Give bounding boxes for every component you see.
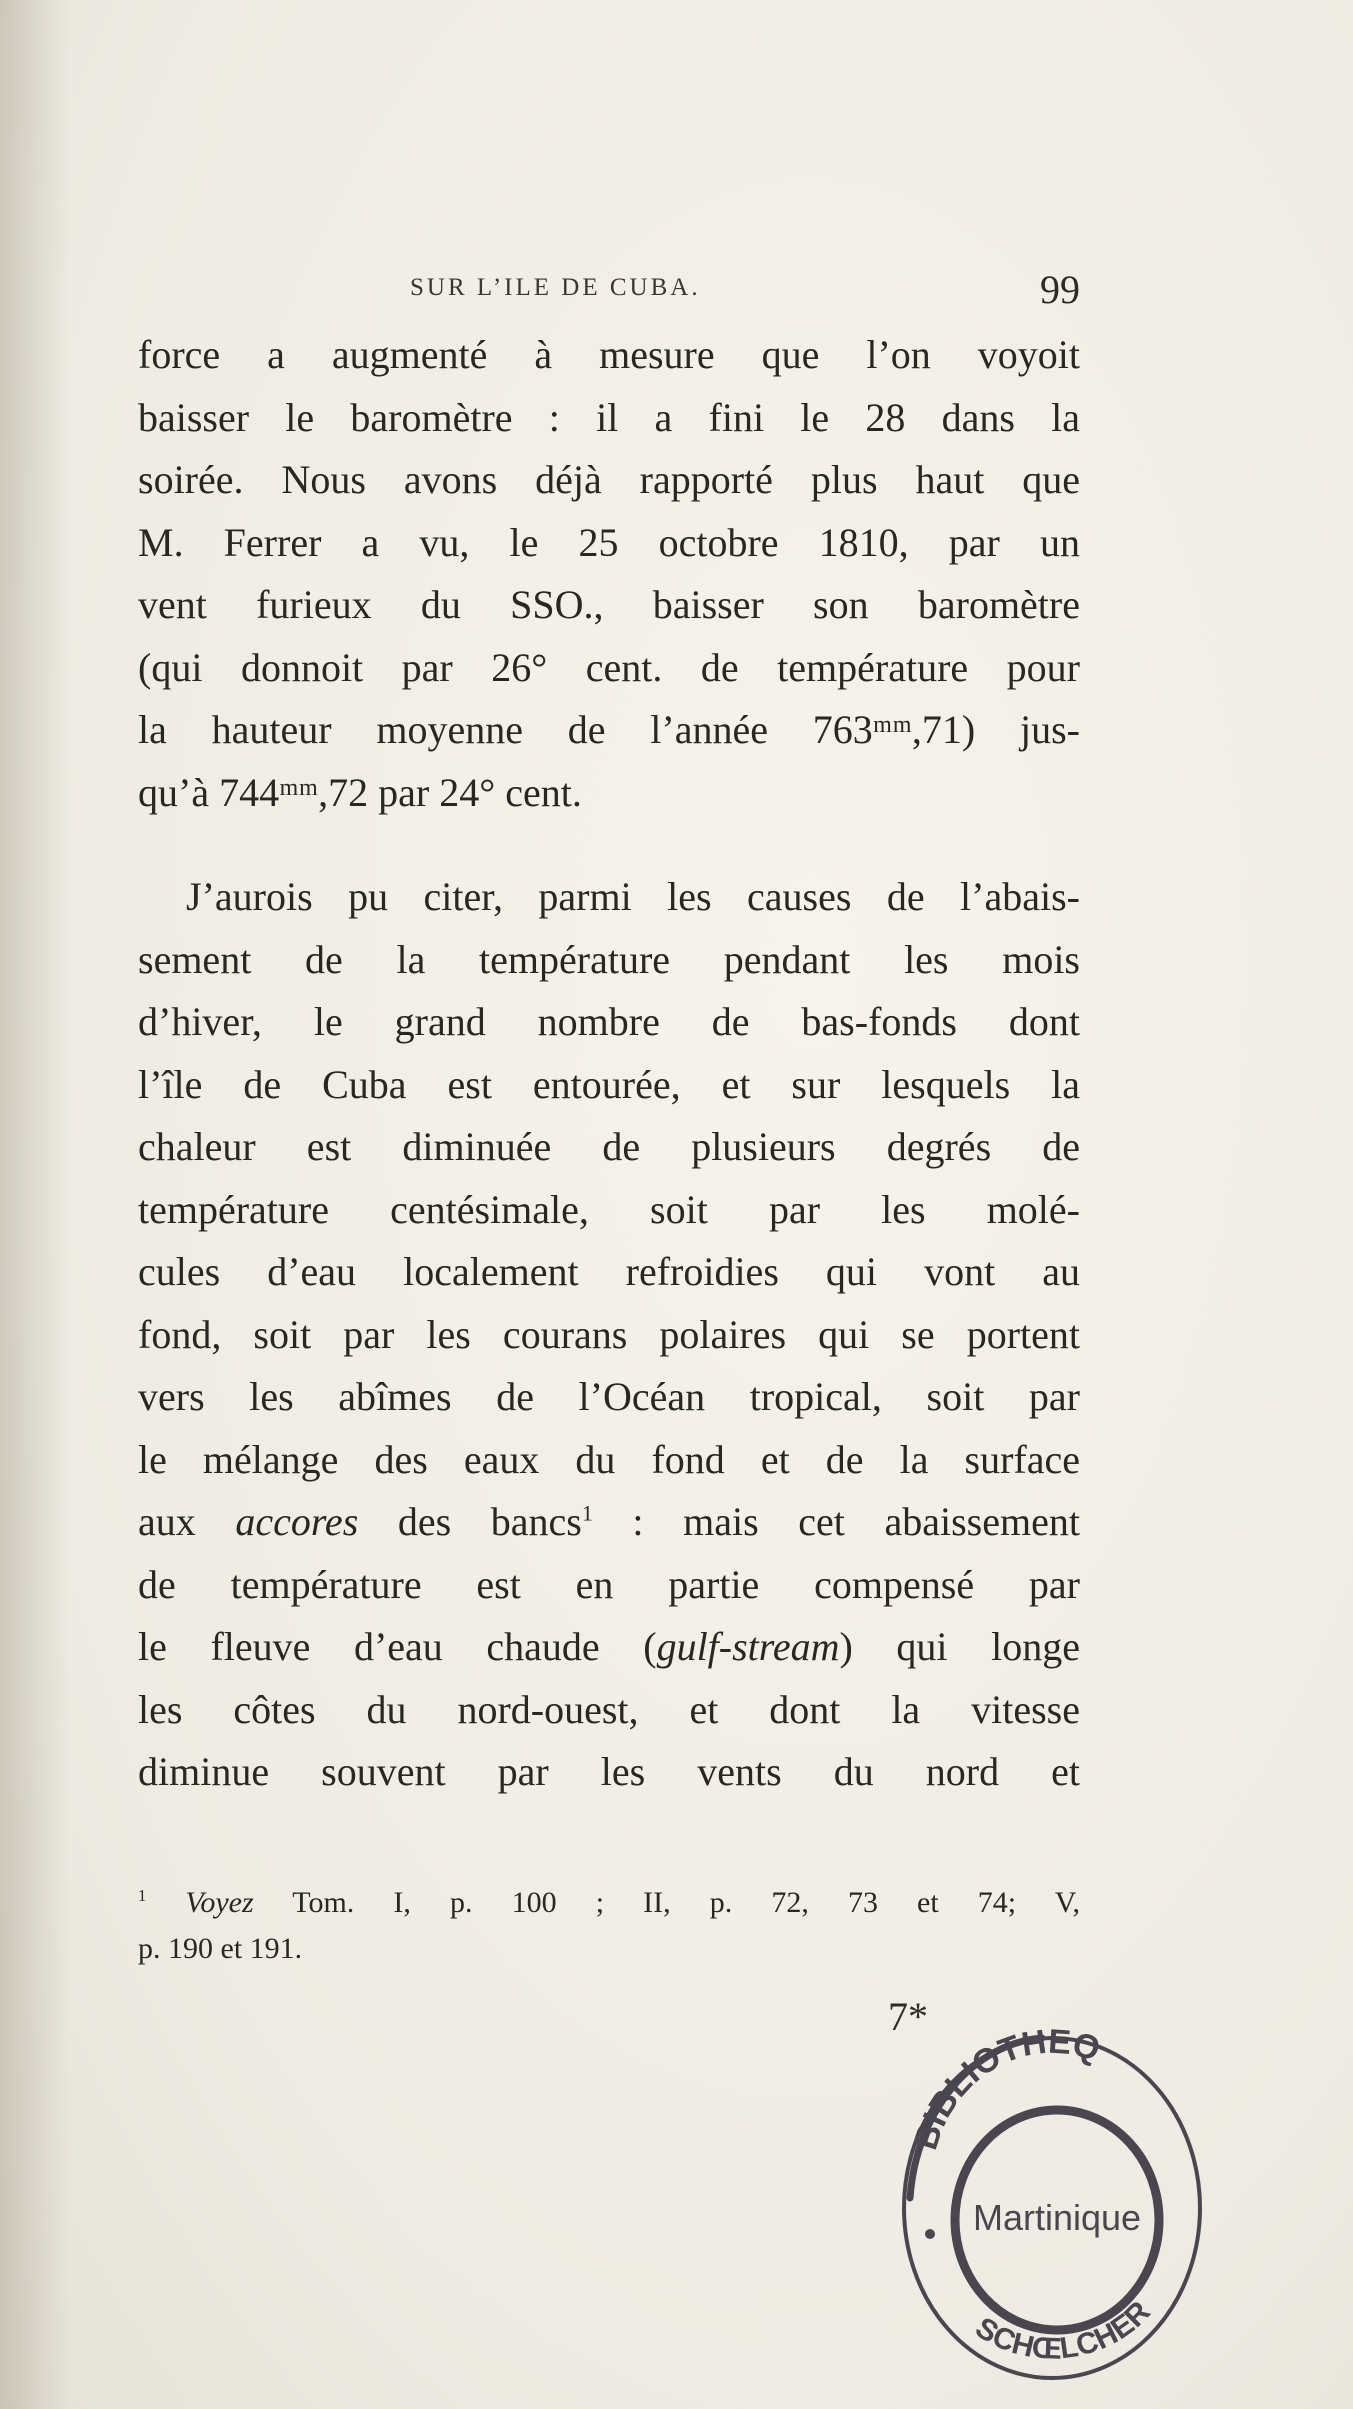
text-line: sement de la température pendant les mois [138, 936, 1080, 982]
text-line: J’aurois pu citer, parmi les causes de l’abais- [186, 874, 1080, 919]
footnote-line [138, 1880, 1080, 1926]
text-line: l’île de Cuba est entourée, et sur lesquels la [138, 1061, 1080, 1107]
text-line: d’hiver, le grand nombre de bas-fonds dont [138, 999, 1080, 1044]
text-fragment: le fleuve d’eau chaude ( [138, 1624, 657, 1669]
text-line: la hauteur moyenne de l’année 763ᵐᵐ,71) jus- [138, 707, 1080, 752]
italic-term: gulf-stream [656, 1624, 840, 1669]
footnote-text: Tom. I, p. 100 ; II, p. 72, 73 et 74; V, [253, 1886, 1080, 1919]
paragraph-2 [138, 866, 1080, 1804]
footnote-italic: Voyez [185, 1886, 254, 1919]
signature-mark: 7* [888, 1994, 928, 2039]
footnote [138, 1880, 1080, 1972]
stamp-bottom-text: SCHŒLCHER [969, 2295, 1157, 2366]
text-line: fond, soit par les courans polaires qui se portent [138, 1311, 1080, 1357]
text-line: vers les abîmes de l’Océan tropical, soit par [138, 1374, 1080, 1419]
text-line: de température est en partie compensé par [138, 1561, 1080, 1607]
text-line: M. Ferrer a vu, le 25 octobre 1810, par un [138, 519, 1080, 565]
text-fragment: aux [138, 1499, 236, 1544]
text-line: température centésimale, soit par les molé- [138, 1186, 1080, 1232]
text-line: vent furieux du SSO., baisser son baromètre [138, 582, 1080, 627]
stamp-dot [925, 2229, 935, 2239]
page-gutter-shadow [0, 0, 70, 2409]
text-fragment: ) qui longe [839, 1624, 1080, 1669]
text-line: baisser le baromètre : il a fini le 28 dans la [138, 394, 1080, 440]
paragraph-1 [138, 324, 1080, 824]
text-line-with-footnote-ref [138, 1491, 1080, 1554]
stamp-top-text: BIBLIOTHEQ [906, 2022, 1105, 2155]
running-head: SUR L’ILE DE CUBA. [410, 274, 701, 301]
text-line: soirée. Nous avons déjà rapporté plus haut que [138, 457, 1080, 502]
footnote-line: p. 190 et 191. [138, 1932, 303, 1965]
text-line: qu’à 744ᵐᵐ,72 par 24° cent. [138, 769, 582, 815]
text-line: diminue souvent par les vents du nord et [138, 1749, 1080, 1794]
italic-term: accores [235, 1499, 359, 1544]
library-stamp [872, 1998, 1232, 2398]
page-header [130, 267, 1080, 318]
text-line: les côtes du nord-ouest, et dont la vitesse [138, 1686, 1080, 1732]
text-line-with-italic [138, 1616, 1080, 1679]
stamp-center-text: Martinique [972, 2197, 1142, 2238]
footnote-marker: 1 [138, 1886, 147, 1905]
text-line: le mélange des eaux du fond et de la surface [138, 1436, 1080, 1482]
text-line: chaleur est diminuée de plusieurs degrés de [138, 1124, 1080, 1169]
footnote-reference: 1 [581, 1500, 593, 1526]
text-line: cules d’eau localement refroidies qui vont au [138, 1249, 1080, 1294]
text-line: force a augmenté à mesure que l’on voyoit [138, 332, 1080, 377]
text-fragment: : mais cet abaissement [592, 1499, 1080, 1544]
text-fragment: des bancs [358, 1499, 582, 1544]
page-number: 99 [1040, 267, 1080, 312]
text-line: (qui donnoit par 26° cent. de température pour [138, 644, 1080, 690]
